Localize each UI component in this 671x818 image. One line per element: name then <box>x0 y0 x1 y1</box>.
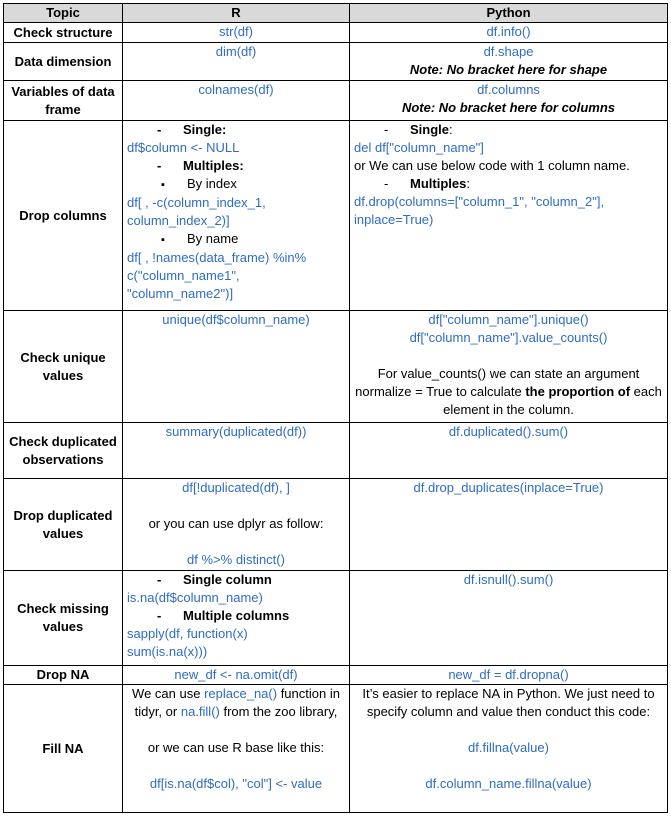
topic-cell: Check missing values <box>4 571 123 666</box>
row-drop-duplicates <box>4 479 668 571</box>
r-text: or you can use dplyr as follow: <box>148 516 324 531</box>
python-code: df.shape <box>483 44 534 59</box>
python-code: df.columns <box>477 82 540 97</box>
python-code: df["column_name"].value_counts() <box>409 330 608 345</box>
row-fill-na <box>4 685 668 813</box>
row-unique <box>4 311 668 423</box>
r-code: str(df) <box>123 23 350 43</box>
r-cell <box>123 571 350 666</box>
topic-cell: Fill NA <box>4 685 123 813</box>
r-code: dim(df) <box>123 43 350 81</box>
python-cell <box>350 121 668 311</box>
topic-cell: Variables of data frame <box>4 81 123 121</box>
r-code: is.na(df$column_name) <box>127 590 263 605</box>
r-single-label: - Single column <box>127 571 345 589</box>
row-data-dimension <box>4 43 668 81</box>
python-text: For value_counts() we can state an argument normalize = True to calculate the proportion of each element in the column. <box>355 366 662 417</box>
header-r: R <box>123 4 350 23</box>
r-python-comparison-table <box>3 3 668 813</box>
r-code: df[is.na(df$col), "col"] <- value <box>149 776 323 791</box>
r-code: df %>% distinct() <box>187 552 285 567</box>
python-cell <box>350 43 668 81</box>
r-code: sapply(df, function(x) <box>127 626 248 641</box>
python-note: Note: No bracket here for columns <box>401 100 616 115</box>
header-python: Python <box>350 4 668 23</box>
r-code: new_df <- na.omit(df) <box>123 666 350 685</box>
python-code: inplace=True) <box>354 212 434 227</box>
python-code: new_df = df.dropna() <box>350 666 668 685</box>
python-cell <box>350 311 668 423</box>
row-check-structure <box>4 23 668 43</box>
r-code: df[ , !names(data_frame) %in% <box>127 250 307 265</box>
python-code: df.duplicated().sum() <box>350 423 668 479</box>
topic-cell: Check unique values <box>4 311 123 423</box>
python-code: df.fillna(value) <box>468 740 549 755</box>
topic-cell: Drop columns <box>4 121 123 311</box>
topic-cell: Check duplicated observations <box>4 423 123 479</box>
r-code: column_index_2)] <box>127 213 230 228</box>
r-text: We can use replace_na() function in tidyr, or na.fill() from the zoo library, <box>132 686 340 719</box>
r-multiple-label: - Multiple columns <box>127 607 345 625</box>
header-topic: Topic <box>4 4 123 23</box>
r-code: unique(df$column_name) <box>123 311 350 423</box>
r-single-label: - Single: <box>127 121 345 139</box>
python-note: Note: No bracket here for shape <box>409 62 608 77</box>
topic-cell: Check structure <box>4 23 123 43</box>
r-code: df[ , -c(column_index_1, <box>127 195 266 210</box>
r-cell <box>123 685 350 813</box>
python-code: del df["column_name"] <box>354 140 484 155</box>
r-code: "column_name2")] <box>127 286 234 301</box>
r-code: df$column <- NULL <box>127 140 240 155</box>
python-code: df.info() <box>350 23 668 43</box>
python-code: df.column_name.fillna(value) <box>425 776 592 791</box>
row-missing <box>4 571 668 666</box>
topic-cell: Drop NA <box>4 666 123 685</box>
python-code: df.drop(columns=["column_1", "column_2"], <box>354 194 605 209</box>
python-text: It’s easier to replace NA in Python. We just need to specify column and value then conduct this code: <box>362 686 655 719</box>
r-code: sum(is.na(x))) <box>127 644 208 659</box>
topic-cell: Data dimension <box>4 43 123 81</box>
header-row <box>4 4 668 23</box>
r-code: df[!duplicated(df), ] <box>182 480 290 495</box>
row-drop-na <box>4 666 668 685</box>
row-variables <box>4 81 668 121</box>
python-code: df.drop_duplicates(inplace=True) <box>350 479 668 571</box>
r-code: colnames(df) <box>123 81 350 121</box>
r-code: summary(duplicated(df)) <box>123 423 350 479</box>
r-cell <box>123 121 350 311</box>
python-text: or We can use below code with 1 column name. <box>354 158 630 173</box>
r-by-name-label: ▪ By name <box>127 230 345 249</box>
r-cell <box>123 479 350 571</box>
r-code: c("column_name1", <box>127 268 240 283</box>
python-cell <box>350 685 668 813</box>
python-code: df.isnull().sum() <box>350 571 668 666</box>
python-cell <box>350 81 668 121</box>
r-text: or we can use R base like this: <box>147 740 325 755</box>
r-multiples-label: - Multiples: <box>127 157 345 175</box>
python-single-label: - Single: <box>354 121 663 139</box>
topic-cell: Drop duplicated values <box>4 479 123 571</box>
row-duplicated <box>4 423 668 479</box>
r-by-index-label: ▪ By index <box>127 175 345 194</box>
row-drop-columns <box>4 121 668 311</box>
python-multiples-label: - Multiples: <box>354 175 663 193</box>
python-code: df["column_name"].unique() <box>428 312 589 327</box>
